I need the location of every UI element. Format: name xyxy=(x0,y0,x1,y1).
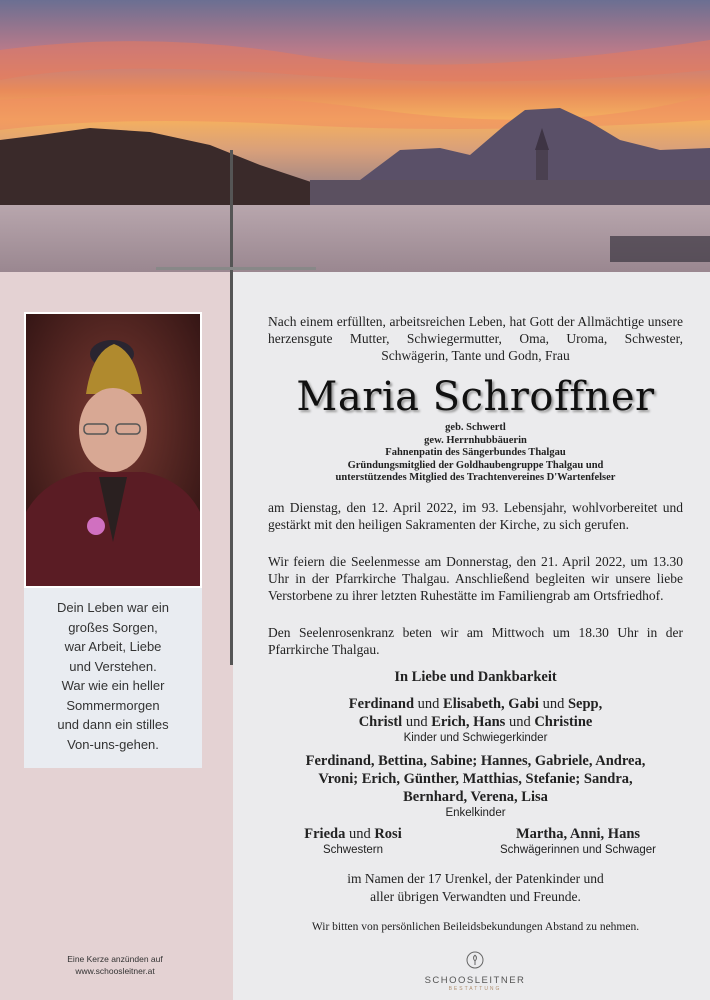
rose-logo-icon xyxy=(465,950,485,970)
cross-vertical-beam xyxy=(230,150,233,665)
connector: und xyxy=(402,714,432,730)
sister-name: Frieda xyxy=(304,826,346,842)
cross-horizontal-beam xyxy=(156,267,316,270)
poem-line: Von-uns-gehen. xyxy=(67,736,159,752)
title-line: gew. Herrnhubbäuerin xyxy=(424,434,527,446)
condolence-request: Wir bitten von persönlichen Beileidsbekundungen Abstand zu nehmen. xyxy=(311,921,640,933)
connector: und xyxy=(414,696,444,712)
gratitude-heading: In Liebe und Dankbarkeit xyxy=(394,669,557,685)
children-label: Kinder und Schwiegerkinder xyxy=(403,732,548,744)
grandchildren-label: Enkelkinder xyxy=(445,807,506,819)
sisters-column xyxy=(268,825,438,858)
candle-website-link[interactable]: www.schoosleitner.at xyxy=(75,966,155,976)
connector: und xyxy=(505,714,535,730)
poem-line: und dann ein stilles xyxy=(57,717,169,732)
header-landscape-image xyxy=(0,0,710,272)
inlaws-names: Martha, Anni, Hans xyxy=(515,826,641,842)
brand-name: SCHOOSLEITNER xyxy=(424,975,526,986)
child-name: Elisabeth, Gabi xyxy=(443,696,539,712)
death-paragraph: am Dienstag, den 12. April 2022, im 93. Lebensjahr, wohlvorbereitet und gestärkt mit den heiligen Sakramenten der Kirche, zu sich gerufen. xyxy=(268,500,683,532)
poem-line: Sommermorgen xyxy=(66,697,160,713)
deceased-name: Maria Schroffner xyxy=(296,374,655,420)
candle-link-note xyxy=(30,953,200,977)
grandchildren-block xyxy=(268,752,683,821)
brand-subtitle: BESTATTUNG xyxy=(448,986,502,992)
grandchildren-line: Vroni; Erich, Günther, Matthias, Stefanie; Sandra, xyxy=(318,771,633,787)
poem-line: und Verstehen. xyxy=(69,658,157,674)
mass-paragraph: Wir feiern die Seelenmesse am Donnerstag, den 21. April 2022, um 13.30 Uhr in der Pfarrkirche Thalgau. Anschließend begleiten wir unsere liebe Verstorbene zu ihrer letzten Ruhestätte im Familiengrab am Ortsfriedhof. xyxy=(268,554,683,603)
closing-line: aller übrigen Verwandten und Freunde. xyxy=(370,889,581,904)
title-line: Gründungsmitglied der Goldhaubengruppe Thalgau und xyxy=(347,459,604,471)
sister-name: Rosi xyxy=(374,826,402,842)
poem-line: war Arbeit, Liebe xyxy=(64,639,162,654)
child-name: Christine xyxy=(534,714,593,730)
intro-text-block xyxy=(268,313,683,364)
child-name: Erich, Hans xyxy=(431,714,506,730)
title-line: unterstützendes Mitglied des Trachtenvereines D'Wartenfelser xyxy=(335,472,616,483)
candle-text: Eine Kerze anzünden auf xyxy=(67,954,163,964)
child-name: Ferdinand xyxy=(348,696,415,712)
memorial-poem xyxy=(24,588,202,768)
grandchildren-line: Bernhard, Verena, Lisa xyxy=(403,789,548,805)
funeral-home-logo xyxy=(405,950,545,992)
portrait-photo xyxy=(24,312,202,588)
title-line: geb. Schwertl xyxy=(445,422,506,433)
sisters-label: Schwestern xyxy=(322,844,384,856)
poem-line: Dein Leben war ein xyxy=(56,600,170,615)
intro-text: Nach einem erfüllten, arbeitsreichen Leben, hat Gott der Allmächtige unsere herzensgute Mutter, Schwiegermutter, Oma, Uroma, Schwester, Schwägerin, Tante und Godn, Frau xyxy=(268,314,683,363)
child-name: Sepp, xyxy=(567,696,603,712)
closing-block xyxy=(268,870,683,906)
child-name: Christl xyxy=(358,714,403,730)
inlaws-label: Schwägerinnen und Schwager xyxy=(500,844,656,856)
deceased-titles xyxy=(268,422,683,485)
poem-line: War wie ein heller xyxy=(61,678,165,693)
closing-line: im Namen der 17 Urenkel, der Patenkinder und xyxy=(347,871,604,886)
grandchildren-line: Ferdinand, Bettina, Sabine; Hannes, Gabriele, Andrea, xyxy=(305,753,646,769)
children-block xyxy=(268,695,683,746)
title-line: Fahnenpatin des Sängerbundes Thalgau xyxy=(385,447,566,458)
poem-line: großes Sorgen, xyxy=(68,619,158,635)
rosary-paragraph: Den Seelenrosenkranz beten wir am Mittwoch um 18.30 Uhr in der Pfarrkirche Thalgau. xyxy=(268,625,683,657)
connector: und xyxy=(538,696,568,712)
connector: und xyxy=(345,826,375,842)
inlaws-column xyxy=(473,825,683,858)
